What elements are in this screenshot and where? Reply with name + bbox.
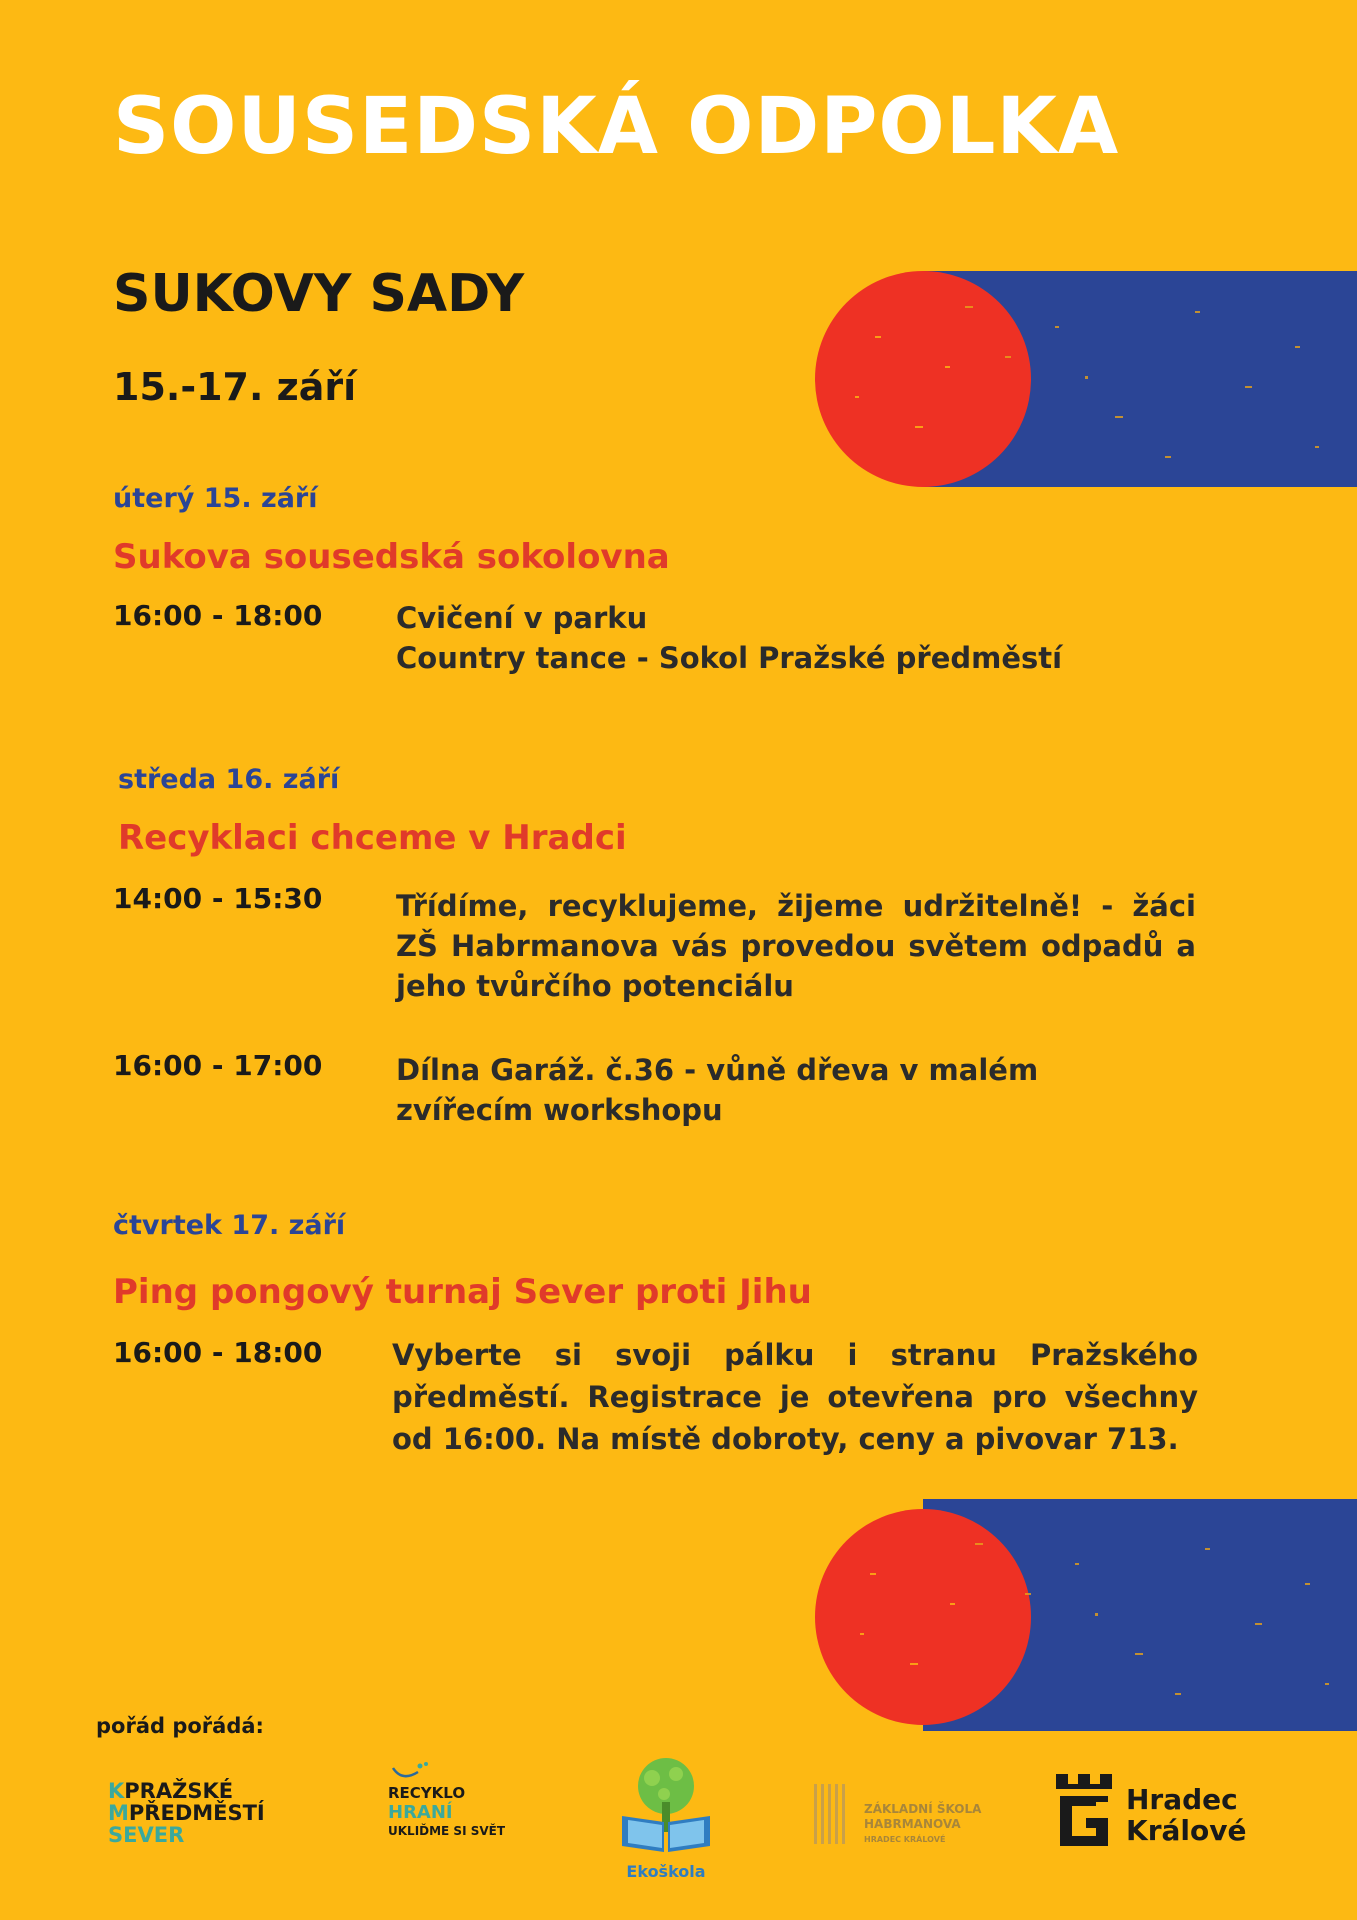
kpm-letter-m: M: [108, 1801, 129, 1825]
ball-band-graphic-top: [815, 266, 1357, 492]
event-description: [396, 1050, 1196, 1130]
venue-title: SUKOVY SADY: [113, 264, 525, 324]
recyklohrani-line2: HRANÍ: [388, 1802, 453, 1823]
ekoskola-label: Ekoškola: [626, 1862, 706, 1881]
time-slot: 14:00 - 15:30: [113, 882, 323, 915]
kpm-line2: PŘEDMĚSTÍ: [128, 1801, 265, 1825]
ball-band-graphic-bottom: [815, 1493, 1357, 1743]
event-description: Vyberte si svoji pálku i stranu Pražského předměstí. Registrace je otevřena pro všechny od 16:00. Na místě dobroty, ceny a pivovar 713.: [392, 1338, 1198, 1456]
date-range: 15.-17. září: [113, 365, 357, 409]
hradec-crown-g-icon: [1054, 1772, 1114, 1850]
recyklohrani-line1: RECYKLO: [388, 1784, 466, 1802]
event-description: [396, 598, 1196, 678]
description-line: Country tance - Sokol Pražské předměstí: [396, 641, 1063, 675]
zs-line3: HRADEC KRÁLOVÉ: [864, 1835, 946, 1844]
description-line: Dílna Garáž. č.36 - vůně dřeva v malém: [396, 1053, 1039, 1087]
red-ball: [815, 1509, 1031, 1725]
organizer-label: pořád pořádá:: [96, 1714, 264, 1738]
event-description: Třídíme, recyklujeme, žijeme udržitelně! - žáci ZŠ Habrmanova vás provedou světem odpadů a jeho tvůrčího potenciálu: [396, 889, 1196, 1003]
day-heading: středa 16. září: [118, 764, 340, 795]
event-title: Ping pongový turnaj Sever proti Jihu: [113, 1272, 812, 1312]
time-slot: 16:00 - 18:00: [113, 1336, 323, 1369]
zs-habrmanova-bars-icon: [812, 1780, 852, 1846]
zs-line2: HABRMANOVA: [864, 1817, 961, 1831]
time-slot: 16:00 - 17:00: [113, 1049, 323, 1082]
kpm-letter-k: K: [108, 1779, 125, 1803]
hradec-kralove-logo: [1054, 1772, 1274, 1852]
ekoskola-tree-book-icon: [618, 1756, 714, 1856]
time-slot: 16:00 - 18:00: [113, 599, 323, 632]
description-line: Cvičení v parku: [396, 601, 648, 635]
kpm-line3: SEVER: [108, 1823, 185, 1847]
description-line: zvířecím workshopu: [396, 1093, 723, 1127]
recyklohrani-line3: UKLIĎME SI SVĚT: [388, 1824, 506, 1838]
event-title: Recyklaci chceme v Hradci: [118, 818, 627, 858]
recyklohrani-logo: [388, 1760, 505, 1841]
day-heading: čtvrtek 17. září: [113, 1210, 346, 1241]
recyklohrani-swoosh-icon: [390, 1760, 430, 1784]
zs-line1: ZÁKLADNÍ ŠKOLA: [864, 1802, 982, 1816]
hradec-line2: Králové: [1126, 1814, 1247, 1847]
kpm-line1: PRAŽSKÉ: [124, 1779, 234, 1803]
day-heading: úterý 15. září: [113, 483, 318, 514]
kpm-logo: [108, 1780, 265, 1846]
poster-title: SOUSEDSKÁ ODPOLKA: [113, 82, 1120, 172]
ekoskola-logo: [618, 1756, 714, 1881]
event-title: Sukova sousedská sokolovna: [113, 537, 670, 577]
hradec-line1: Hradec: [1126, 1783, 1238, 1816]
red-ball: [815, 271, 1031, 487]
zs-habrmanova-logo: [812, 1780, 1022, 1850]
